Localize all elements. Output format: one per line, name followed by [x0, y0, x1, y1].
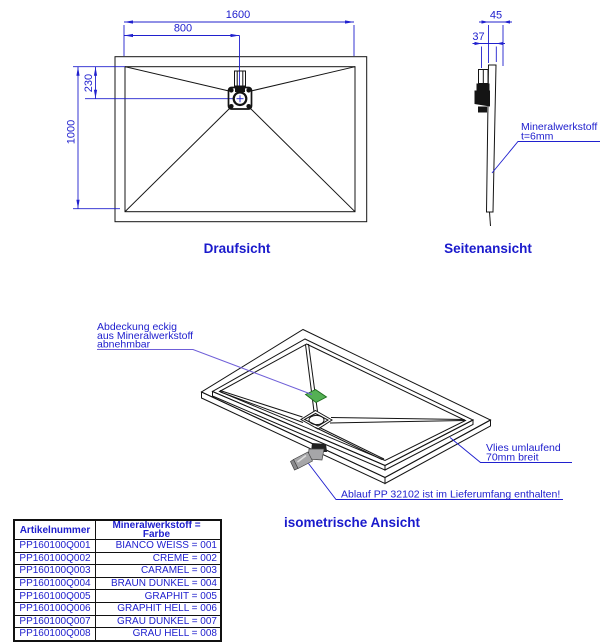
dim-height-label: 1000	[65, 119, 78, 145]
article-number: PP160100Q002	[14, 552, 96, 565]
table-row	[14, 590, 221, 603]
cover-label-line3: abnehmbar	[97, 338, 151, 351]
article-number: PP160100Q008	[14, 628, 96, 641]
cover-label-line2: aus Mineralwerkstoff	[97, 330, 194, 342]
table-row	[14, 615, 221, 628]
table-row	[14, 552, 221, 565]
material-label-line1: Mineralwerkstoff	[521, 121, 598, 133]
iso-view	[97, 321, 572, 530]
color-code: CREME = 002	[96, 552, 222, 565]
color-code: GRAPHIT HELL = 006	[96, 602, 222, 615]
material-label-line2: t=6mm	[521, 130, 554, 143]
side-view	[444, 10, 600, 257]
table-row	[14, 577, 221, 590]
vlies-label-line2: 70mm breit	[486, 451, 539, 464]
color-code: BIANCO WEISS = 001	[96, 540, 222, 553]
article-number: PP160100Q005	[14, 590, 96, 603]
articles-table	[13, 519, 222, 642]
drain-note-callout	[309, 464, 564, 501]
table-row	[14, 540, 221, 553]
dim-drain-y-label: 230	[83, 73, 95, 93]
color-code: GRAU DUNKEL = 007	[96, 615, 222, 628]
drain-pipe	[291, 443, 328, 470]
vlies-border	[202, 330, 491, 478]
header-farbe-line1: Mineralwerkstoff =	[112, 520, 201, 531]
dim-width-label: 1600	[225, 9, 251, 21]
dimension-230	[73, 67, 125, 99]
article-number: PP160100Q007	[14, 615, 96, 628]
top-view-title: Draufsicht	[203, 241, 271, 256]
side-view-title: Seitenansicht	[444, 241, 532, 256]
article-number: PP160100Q003	[14, 565, 96, 578]
drain-symbol-top-view	[229, 71, 252, 109]
color-code: CARAMEL = 003	[96, 565, 222, 578]
cover-label-line1: Abdeckung eckig	[97, 321, 177, 333]
dimension-1600	[124, 9, 354, 56]
color-code: GRAPHIT = 005	[96, 590, 222, 603]
header-artikelnummer: Artikelnummer	[14, 520, 96, 540]
table-row	[14, 602, 221, 615]
drain-fitting-side-view	[475, 70, 491, 113]
iso-view-title: isometrische Ansicht	[283, 515, 421, 530]
header-farbe	[96, 520, 222, 540]
article-number: PP160100Q001	[14, 540, 96, 553]
table-header-row	[14, 520, 221, 540]
vlies-label-line1: Vlies umlaufend	[486, 442, 561, 454]
article-number: PP160100Q006	[14, 602, 96, 615]
header-farbe-line2: Farbe	[142, 529, 171, 540]
article-number: PP160100Q004	[14, 577, 96, 590]
table-row	[14, 628, 221, 641]
vlies-callout	[450, 438, 572, 464]
dim-total-depth-label: 45	[489, 9, 503, 22]
table-row	[14, 565, 221, 578]
cover-callout	[97, 321, 312, 395]
tray-surface	[213, 339, 474, 466]
dim-board-offset-label: 37	[472, 31, 485, 43]
color-code: GRAU HELL = 008	[96, 628, 222, 641]
color-code: BRAUN DUNKEL = 004	[96, 577, 222, 590]
dimension-800	[124, 23, 240, 38]
drain-note-label: Ablauf PP 32102 ist im Lieferumfang enthalten!	[341, 488, 561, 501]
drain-opening-iso	[301, 411, 332, 430]
material-callout	[492, 121, 600, 173]
dim-drain-x-label: 800	[173, 22, 193, 35]
drain-cover-green	[306, 390, 327, 403]
top-view	[66, 9, 367, 256]
